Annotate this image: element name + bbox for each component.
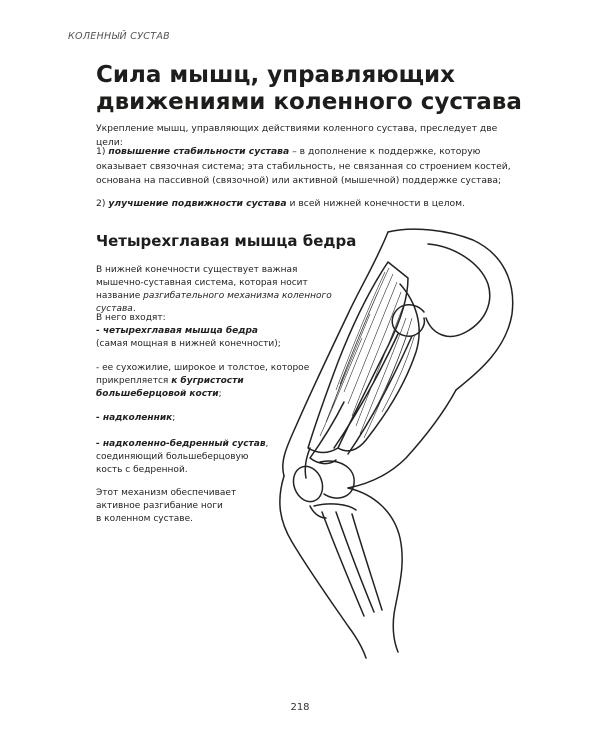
para-2-item: - четырехглавая мышца бедра bbox=[96, 326, 259, 336]
para-5-line-2: соединяющий большеберцовую bbox=[96, 452, 249, 462]
para-6-line-3: в коленном суставе. bbox=[96, 514, 194, 524]
goal-1-number: 1) bbox=[96, 146, 106, 157]
para-5-end: , bbox=[265, 439, 269, 449]
shin-front-outline bbox=[280, 476, 366, 658]
paragraph-conclusion bbox=[96, 487, 276, 526]
running-head: КОЛЕННЫЙ СУСТАВ bbox=[68, 31, 170, 42]
tibia-plateau bbox=[314, 504, 356, 510]
goal-1-text: – в дополнение к поддержке, которую оказывает связочная система; эта стабильность, не связанная со строением костей, основана на пассивной (связочной) или активной (мышечной) поддержке сустава; bbox=[96, 146, 511, 186]
para-1-text: В нижней конечности существует важная мышечно-суставная система, которая носит название bbox=[96, 265, 308, 301]
paragraph-extensor-mechanism bbox=[96, 264, 332, 316]
goal-1 bbox=[96, 145, 514, 189]
para-3-end: ; bbox=[218, 389, 222, 399]
femur-shaft-2 bbox=[348, 336, 412, 454]
title-line-1: Сила мышц, управляющих bbox=[96, 62, 455, 88]
goal-2 bbox=[96, 197, 514, 212]
paragraph-patella bbox=[96, 412, 326, 425]
intro-paragraph: Укрепление мышц, управляющих действиями коленного сустава, преследует две цели: bbox=[96, 123, 498, 148]
pelvis-outline bbox=[388, 229, 513, 390]
para-3-text: - ее сухожилие, широкое и толстое, которое прикрепляется bbox=[96, 363, 310, 386]
calf-back-outline bbox=[348, 488, 402, 652]
page-title bbox=[96, 62, 536, 116]
para-6-line-2: активное разгибание ноги bbox=[96, 501, 223, 511]
paragraph-components bbox=[96, 312, 326, 351]
para-6-line-1: Этот механизм обеспечивает bbox=[96, 488, 237, 498]
goal-2-number: 2) bbox=[96, 198, 106, 209]
section-title: Четырехглавая мышца бедра bbox=[96, 232, 357, 250]
goal-2-text: и всей нижней конечности в целом. bbox=[286, 198, 465, 209]
pelvis-bone bbox=[426, 244, 490, 336]
goal-1-emphasis: повышение стабильности сустава bbox=[108, 146, 290, 157]
paragraph-patellofemoral bbox=[96, 438, 326, 477]
para-1-italic: разгибательного механизма коленного сустава bbox=[96, 291, 332, 314]
paragraph-tendon bbox=[96, 362, 326, 401]
tibia bbox=[322, 512, 364, 616]
para-4-item: - надколенник bbox=[96, 413, 173, 423]
para-5-line-3: кость с бедренной. bbox=[96, 465, 188, 475]
para-4-end: ; bbox=[172, 413, 176, 423]
page-number: 218 bbox=[290, 702, 310, 713]
para-2-note: (самая мощная в нижней конечности); bbox=[96, 339, 281, 349]
goal-2-emphasis: улучшение подвижности сустава bbox=[108, 198, 287, 209]
para-2-intro: В него входят: bbox=[96, 313, 166, 323]
para-1-end: . bbox=[132, 304, 136, 314]
title-line-2: движениями коленного сустава bbox=[96, 89, 522, 115]
para-5-item: - надколенно-бедренный сустав bbox=[96, 439, 266, 449]
para-3-emphasis: к бугристости большеберцовой кости bbox=[96, 376, 244, 399]
